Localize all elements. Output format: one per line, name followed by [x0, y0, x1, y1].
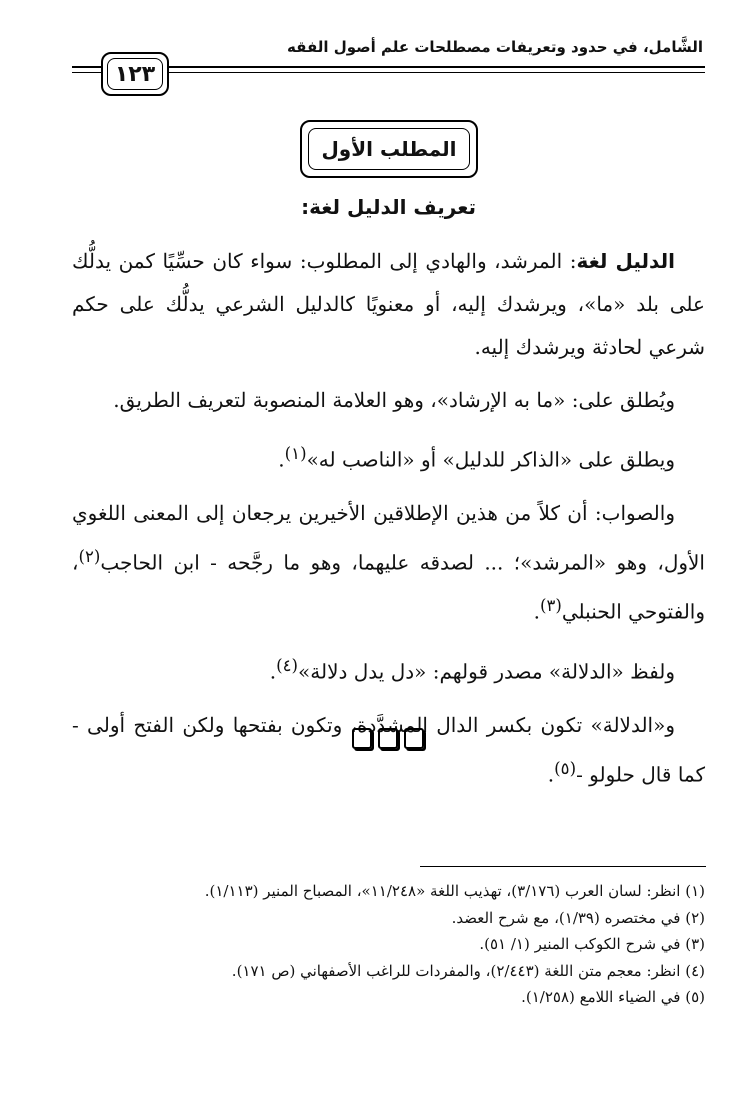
paragraph-6-text: و«الدلالة» تكون بكسر الدال المشدَّدة، وتكون بفتحها ولكن الفتح أولى - كما قال حلولو -: [72, 712, 705, 787]
section-title-box: [300, 120, 478, 178]
ornament-square: [378, 728, 398, 749]
paragraph-2: ويُطلق على: «ما به الإرشاد»، وهو العلامة المنصوبة لتعريف الطريق.: [113, 388, 675, 412]
paragraph-1-text: : المرشد، والهادي إلى المطلوب: سواء كان حسِّيًا كمن يدلُّك على بلد «ما»، ويرشدك إليه، أو معنويًا كالدليل الشرعي يدلُّك على حكم شرعي لحادثة ويرشدك إليه.: [72, 249, 705, 359]
paragraph-4-text-a: والصواب: أن كلاً من هذين الإطلاقين الأخيرين يرجعان إلى المعنى اللغوي الأول، وهو «المرشد»؛ ... لصدقه عليهما، وهو ما رجَّحه - ابن الحاجب: [72, 500, 705, 575]
page-number: [101, 52, 169, 96]
paragraph-4: [72, 492, 705, 634]
header-rule-top: [165, 66, 705, 68]
paragraph-1: [72, 240, 705, 369]
footnote-1: (١) انظر: لسان العرب (٣/١٧٦)، تهذيب اللغة «١١/٢٤٨»، المصباح المنير (١/١١٣).: [204, 882, 705, 900]
paragraph-5-end: .: [269, 659, 277, 684]
body-text: [72, 240, 705, 806]
footnote-ref-4: (٤): [276, 655, 299, 675]
ornament-square: [352, 728, 372, 749]
paragraph-4-text-b: ، والفتوحي الحنبلي: [72, 550, 705, 624]
footnote-4: (٤) انظر: معجم متن اللغة (٢/٤٤٣)، والمفردات للراغب الأصفهاني (ص ١٧١).: [231, 961, 705, 980]
footnote-2: (٢) في مختصره (١/٣٩)، مع شرح العضد.: [451, 908, 705, 927]
footnote-ref-5: (٥): [554, 758, 577, 778]
sub-heading: تعريف الدليل لغة:: [301, 195, 476, 219]
header-rule-bottom: [165, 72, 705, 73]
paragraph-4-end: .: [533, 599, 540, 624]
ornament-square: [404, 728, 424, 749]
footnote-5: (٥) في الضياء اللامع (١/٢٥٨).: [521, 988, 705, 1006]
paragraph-3-text: ويطلق على «الذاكر للدليل» أو «الناصب له»: [306, 447, 675, 472]
paragraph-3: [72, 432, 705, 482]
running-title: الشَّامل، في حدود وتعريفات مصطلحات علم أصول الفقه: [287, 38, 703, 56]
page-number-text: ١٢٣: [114, 61, 156, 87]
footnote-ref-2: (٢): [78, 546, 101, 566]
paragraph-5: [72, 644, 705, 694]
footnotes: [72, 878, 705, 1011]
paragraph-3-end: .: [278, 447, 285, 472]
paragraph-5-text: ولفظ «الدلالة» مصدر قولهم: «دل يدل دلالة»: [298, 659, 675, 684]
footnote-ref-1: (١): [284, 444, 307, 463]
section-title: المطلب الأول: [321, 137, 457, 161]
footnote-ref-3: (٣): [539, 596, 562, 616]
header-rule-left-bottom: [72, 72, 101, 73]
paragraph-6-end: .: [547, 762, 555, 787]
section-end-ornament: [352, 728, 424, 750]
header-rule-left-top: [72, 66, 101, 68]
defined-term: الدليل لغة: [576, 249, 675, 273]
footnote-3: (٣) في شرح الكوكب المنير (١/ ٥١).: [479, 935, 705, 953]
footnote-separator: [420, 866, 706, 867]
